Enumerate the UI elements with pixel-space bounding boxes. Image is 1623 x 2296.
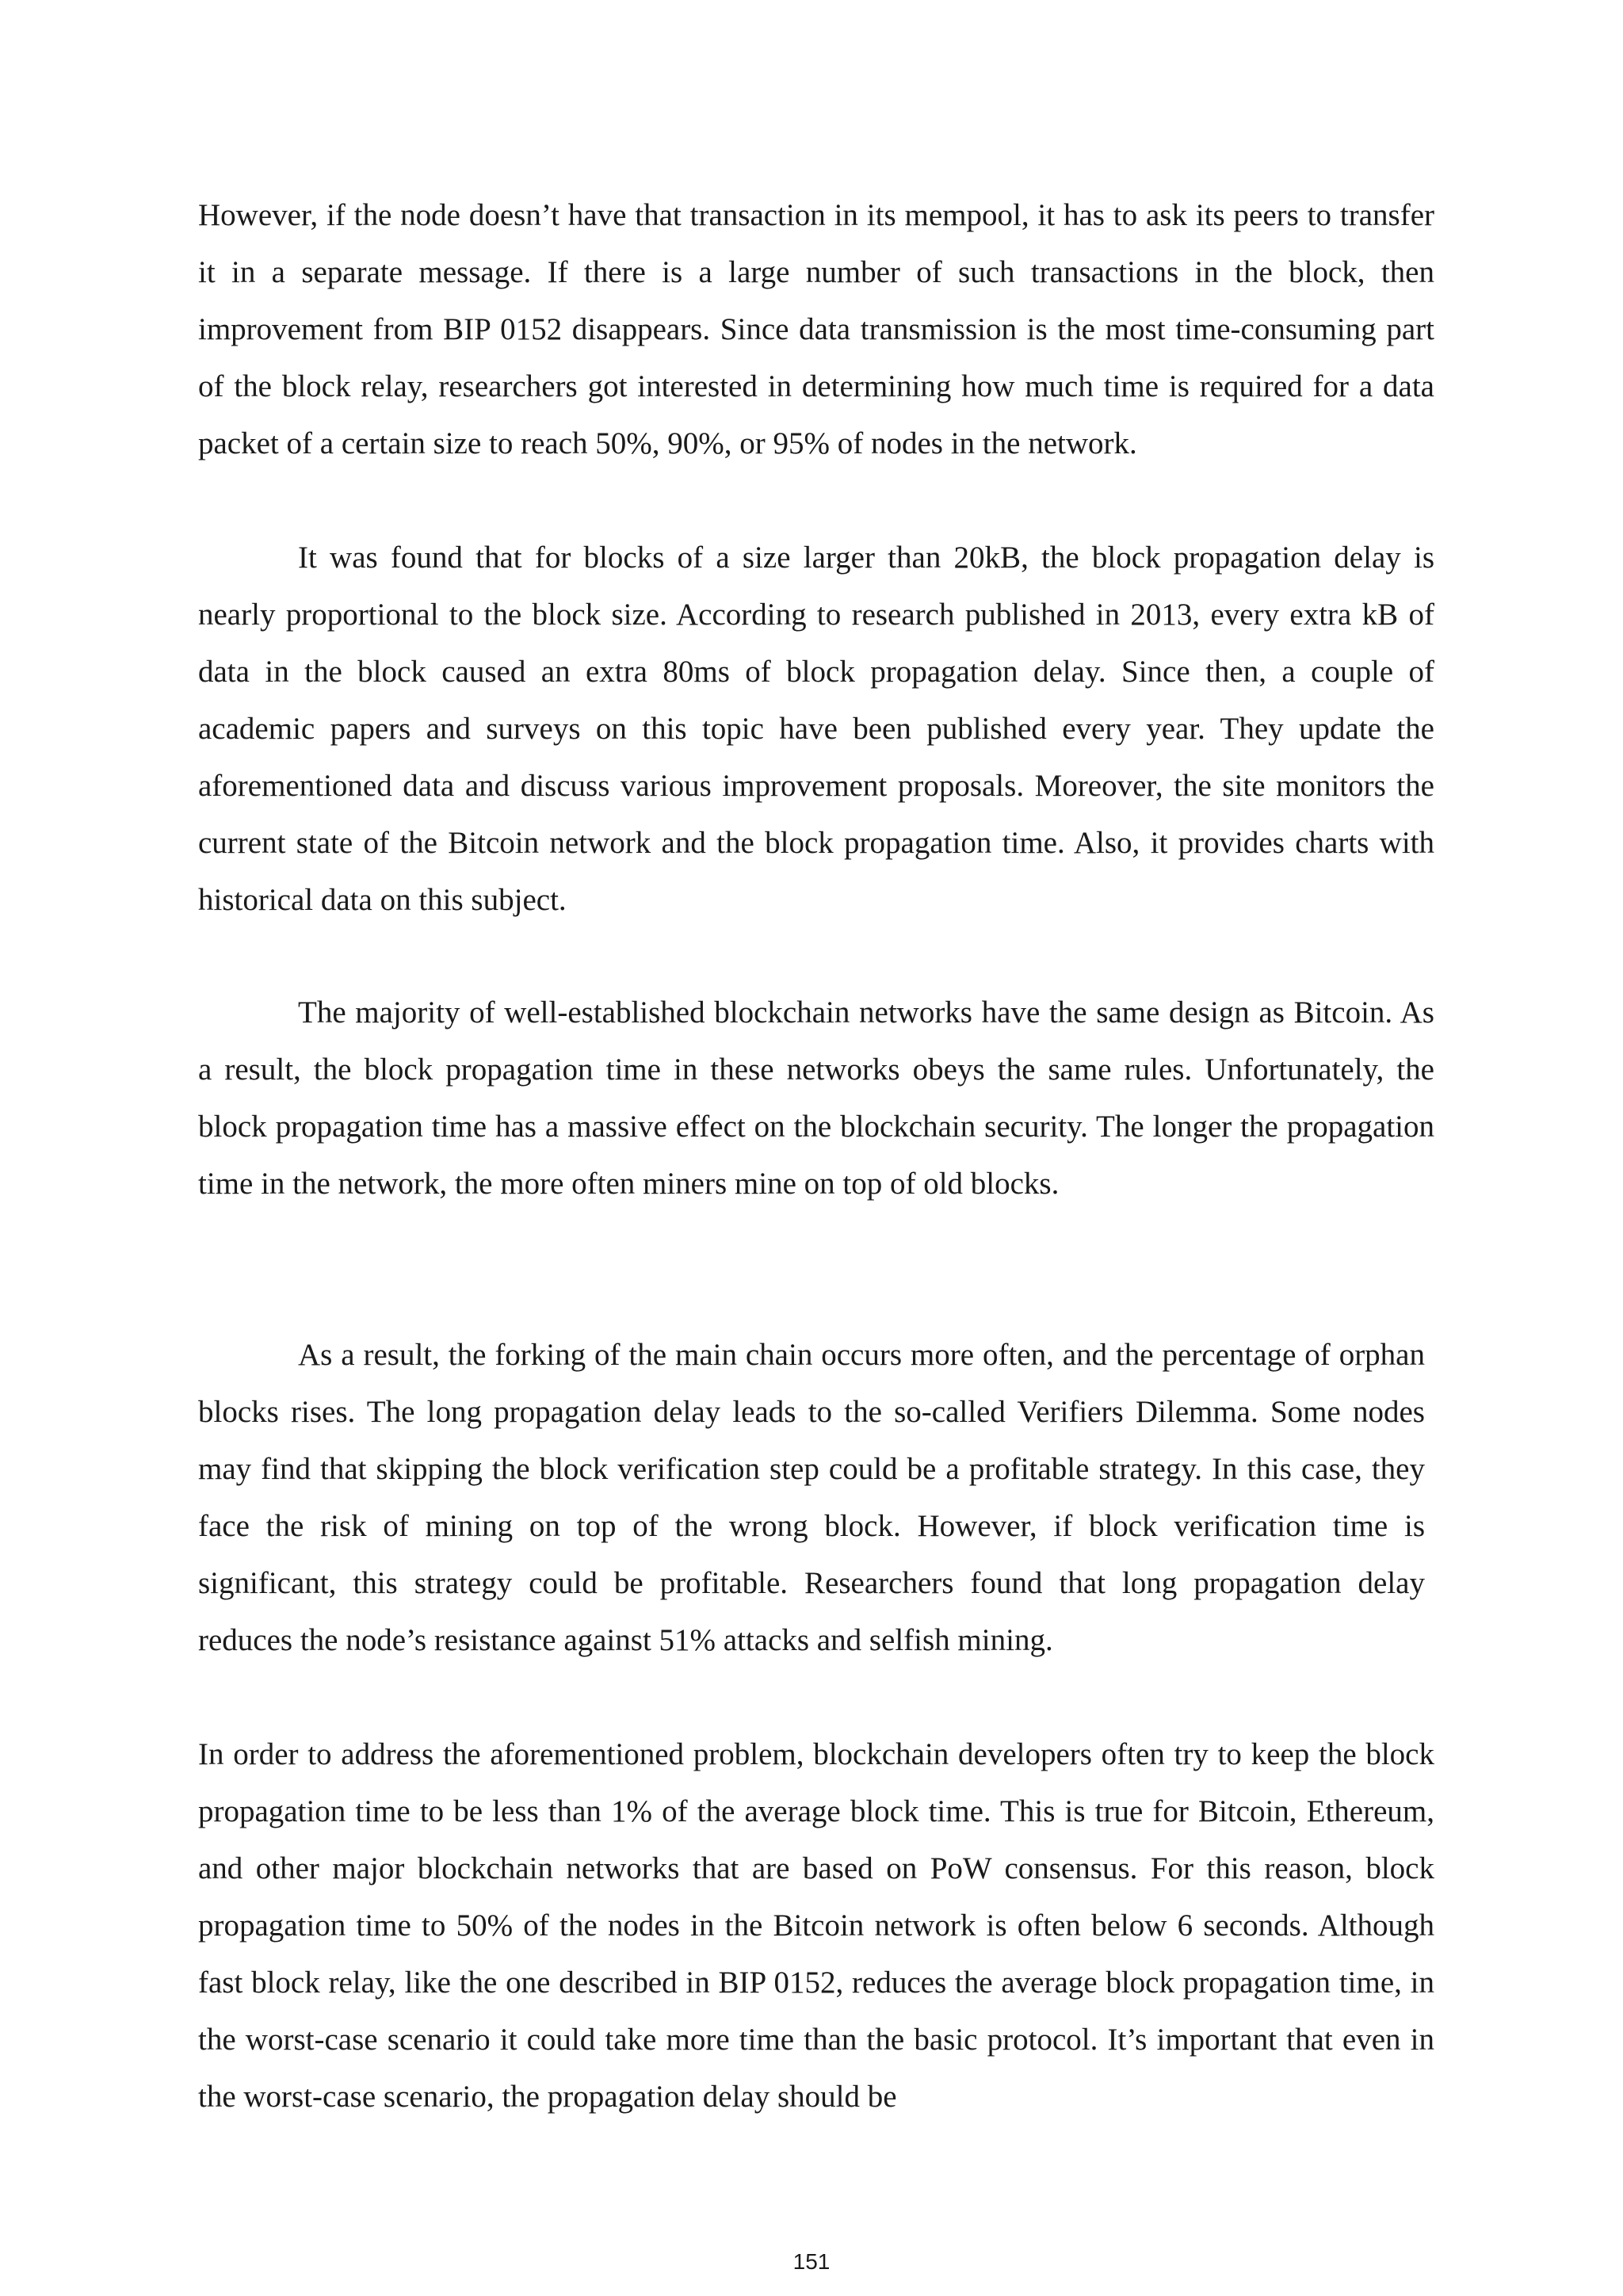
page-number: 151 xyxy=(792,2249,831,2274)
paragraph-propagation-delay: It was found that for blocks of a size larger than 20kB, the block propagation delay is nearly proportional to the block size. According to research published in 2013, every extra kB of data in the block caused an extra 80ms of block propagation delay. Since then, a couple of academic papers and surveys on this topic have been published every year. They update the aforementioned data and discuss various improvement proposals. Moreover, the site monitors the current state of the Bitcoin network and the block propagation time. Also, it provides charts with historical data on this subject. xyxy=(198,541,1434,917)
paragraph-block-time-target: In order to address the aforementioned problem, blockchain developers often try to keep the block propagation time to be less than 1% of the average block time. This is true for Bitcoin, Ethereum, and other major blockchain networks that are based on PoW consensus. For this reason, block propagation time to 50% of the nodes in the Bitcoin network is often below 6 seconds. Although fast block relay, like the one described in BIP 0152, reduces the average block propagation time, in the worst-case scenario it could take more time than the basic protocol. It’s important that even in the worst-case scenario, the propagation delay should be xyxy=(198,1737,1434,2114)
paragraph-network-design: The majority of well-established blockchain networks have the same design as Bitcoin. As a result, the block propagation time in these networks obeys the same rules. Unfortunately, the block propagation time has a massive effect on the blockchain security. The longer the propagation time in the network, the more often miners mine on top of old blocks. xyxy=(198,995,1434,1201)
paragraph-mempool-transfer: However, if the node doesn’t have that transaction in its mempool, it has to ask its peers to transfer it in a separate message. If there is a large number of such transactions in the block, then improvement from BIP 0152 disappears. Since data transmission is the most time-consuming part of the block relay, researchers got interested in determining how much time is required for a data packet of a certain size to reach 50%, 90%, or 95% of nodes in the network. xyxy=(198,198,1434,460)
paragraph-verifiers-dilemma: As a result, the forking of the main chain occurs more often, and the percentage of orphan blocks rises. The long propagation delay leads to the so-called Verifiers Dilemma. Some nodes may find that skipping the block verification step could be a profitable strategy. In this case, they face the risk of mining on top of the wrong block. However, if block verification time is significant, this strategy could be profitable. Researchers found that long propagation delay reduces the node’s resistance against 51% attacks and selfish mining. xyxy=(198,1338,1425,1657)
